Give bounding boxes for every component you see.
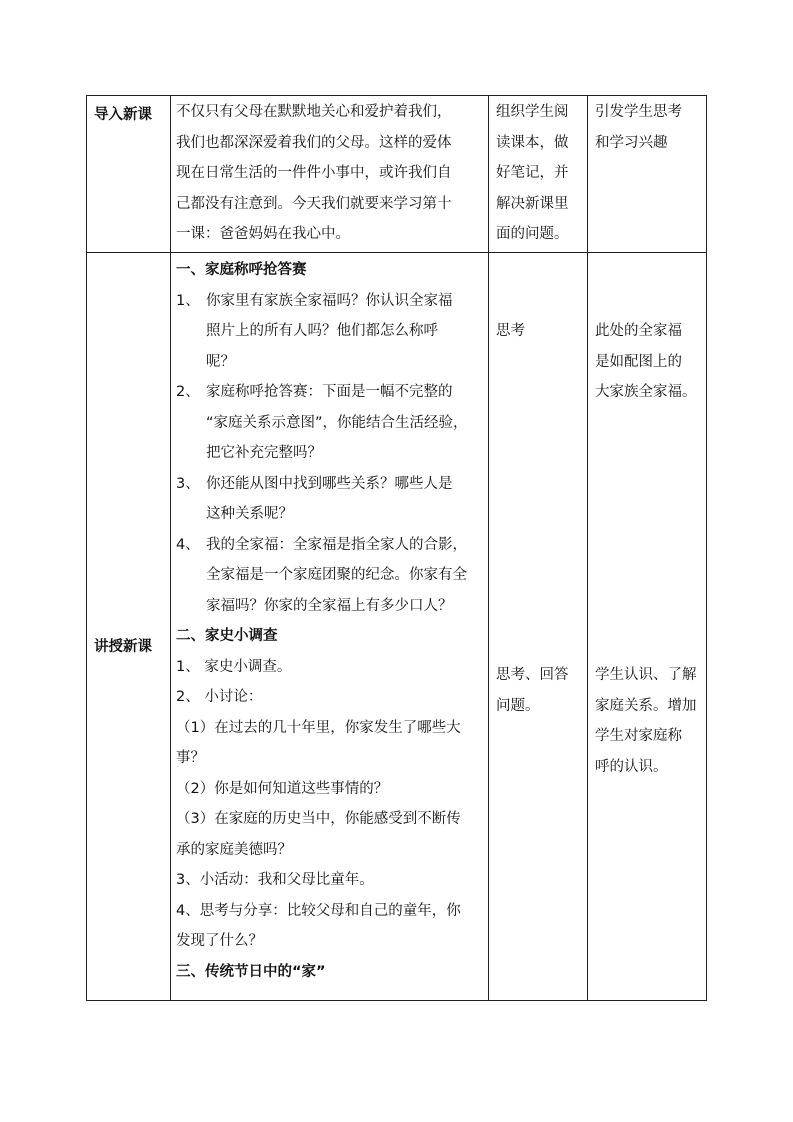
purpose-line: 学生对家庭称 — [595, 728, 682, 744]
purpose-line: 大家族全家福。 — [595, 384, 697, 400]
row-label-teach: 讲授新课 — [94, 639, 152, 655]
section2-line: 发现了什么？ — [176, 933, 263, 949]
section1-item-4 — [176, 530, 468, 622]
section2-line: 3、小活动：我和父母比童年。 — [176, 872, 374, 888]
table-border-right — [706, 95, 707, 1001]
student-line: 思考、回答 — [496, 667, 569, 683]
teach-purpose-2 — [595, 660, 697, 782]
row-label-intro: 导入新课 — [94, 107, 152, 123]
section-heading-2: 二、家史小调查 — [176, 628, 278, 644]
item-line: 你家里有家族全家福吗？你认识全家福 — [206, 292, 453, 309]
item-line: 这种关系呢？ — [206, 506, 293, 522]
student-line: 问题。 — [496, 697, 540, 714]
intro-line: 不仅只有父母在默默地关心和爱护着我们， — [176, 104, 452, 120]
item-line: 全家福是一个家庭团聚的纪念。你家有全 — [206, 567, 467, 583]
teach-student-activity-2 — [496, 660, 569, 721]
section2-line: 1、 家史小调查。 — [176, 658, 292, 675]
purpose-line: 家庭关系。增加 — [595, 697, 697, 714]
table-border-top — [86, 95, 707, 96]
purpose-line: 是如配图上的 — [595, 353, 682, 370]
table-border-left — [86, 95, 87, 1001]
item-line: “家庭关系示意图”，你能结合生活经验， — [206, 414, 468, 431]
item-number: 2、 — [176, 384, 200, 400]
purpose-line: 引发学生思考 — [595, 104, 682, 120]
item-line: 我的全家福：全家福是指全家人的合影， — [206, 536, 467, 553]
item-line: 照片上的所有人吗？他们都怎么称呼 — [206, 323, 438, 339]
table-col-divider-1 — [170, 95, 171, 1001]
table-border-bottom — [86, 1000, 707, 1001]
table-col-divider-3 — [587, 95, 588, 1001]
intro-line: 己都没有注意到。今天我们就要来学习第十 — [176, 195, 452, 212]
table-row-divider — [86, 252, 707, 253]
section2-line: 承的家庭美德吗？ — [176, 841, 292, 858]
purpose-line: 此处的全家福 — [595, 323, 682, 339]
section2-line: （2）你是如何知道这些事情的？ — [176, 780, 389, 797]
student-line: 好笔记，并 — [496, 165, 569, 181]
section1-item-2 — [176, 377, 468, 469]
section2-line: 2、 小讨论： — [176, 689, 263, 705]
purpose-line: 学生认识、了解 — [595, 667, 697, 683]
teach-content — [176, 255, 468, 987]
intro-content — [176, 97, 452, 250]
table-col-divider-2 — [488, 95, 489, 1001]
intro-purpose — [595, 97, 682, 158]
intro-line: 我们也都深深爱着我们的父母。这样的爱体 — [176, 134, 452, 151]
section-heading-3: 三、传统节日中的“家” — [176, 963, 326, 980]
purpose-line: 呼的认识。 — [595, 758, 668, 775]
intro-student-activity — [496, 97, 569, 250]
item-line: 你还能从图中找到哪些关系？哪些人是 — [206, 475, 453, 492]
teach-student-activity-1 — [496, 316, 525, 347]
purpose-line: 和学习兴趣 — [595, 134, 668, 151]
student-line: 解决新课里 — [496, 195, 569, 212]
teach-purpose-1 — [595, 316, 697, 408]
student-line: 思考 — [496, 323, 525, 339]
item-number: 3、 — [176, 475, 200, 492]
item-number: 1、 — [176, 292, 200, 309]
intro-line: 一课：爸爸妈妈在我心中。 — [176, 226, 350, 242]
item-line: 家福吗？你家的全家福上有多少口人？ — [206, 597, 453, 614]
item-number: 4、 — [176, 536, 200, 553]
intro-line: 现在日常生活的一件件小事中，或许我们自 — [176, 165, 452, 181]
section1-item-1 — [176, 286, 468, 378]
student-line: 组织学生阅 — [496, 104, 569, 120]
item-line: 家庭称呼抢答赛：下面是一幅不完整的 — [206, 384, 453, 400]
section2-line: 4、思考与分享：比较父母和自己的童年，你 — [176, 902, 461, 919]
item-line: 把它补充完整吗？ — [206, 445, 322, 461]
section-heading-1: 一、家庭称呼抢答赛 — [176, 262, 307, 278]
student-line: 读课本，做 — [496, 134, 569, 151]
section2-line: 事？ — [176, 750, 205, 766]
student-line: 面的问题。 — [496, 226, 569, 242]
section2-line: （3）在家庭的历史当中，你能感受到不断传 — [176, 811, 461, 827]
item-line: 呢？ — [206, 353, 235, 370]
section2-line: （1）在过去的几十年里，你家发生了哪些大 — [176, 719, 461, 736]
section1-item-3 — [176, 469, 468, 530]
